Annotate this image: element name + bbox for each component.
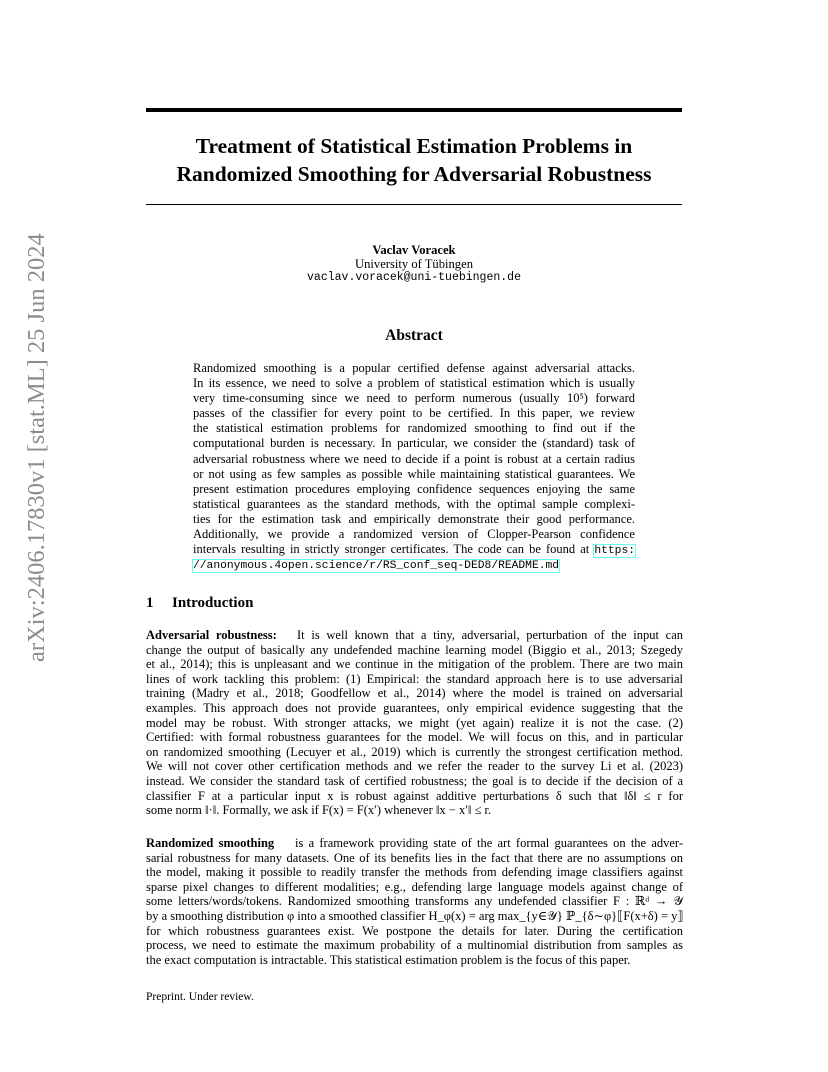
para-line: change the output of basically any undefended machine learning model (Biggio et al., 2013; Szegedy [146, 642, 683, 657]
abstract-body [193, 361, 635, 572]
para-line: some norm ‖·‖. Formally, we ask if F(x) = F(x′) whenever ‖x − x′‖ ≤ r. [146, 803, 492, 818]
abstract-line: In its essence, we need to solve a problem of statistical estimation which is usually [193, 376, 635, 391]
para-line: sarial robustness for many datasets. One of its benefits lies in the fact that there are no assumptions on [146, 850, 683, 865]
abstract-line: adversarial robustness where we need to decide if a point is robust at a certain radius [193, 451, 635, 466]
abstract-line: or not using as few samples as possible while maintaining statistical guarantees. We [193, 466, 635, 481]
section-heading-introduction: 1 Introduction [146, 595, 254, 611]
para-line: Certified: with formal robustness guarantees for the model. We will focus on this, and in particular [146, 730, 683, 745]
author-block [146, 243, 682, 285]
abstract-line: passes of the classifier for every point to be certified. In this paper, we review [193, 406, 635, 421]
title-top-rule [146, 108, 682, 112]
abstract-line: present estimation procedures employing confidence sequences enjoying the same [193, 481, 635, 496]
footer-note: Preprint. Under review. [146, 991, 254, 1003]
author-email: vaclav.voracek@uni-tuebingen.de [307, 271, 521, 284]
para-line: training (Madry et al., 2018; Goodfellow et al., 2014) where the model is trained on adversarial [146, 686, 683, 701]
title-bottom-rule [146, 204, 682, 205]
para-line: some letters/words/tokens. Randomized smoothing transforms any undefended classifier F : ℝᵈ → 𝒴 [146, 894, 683, 909]
abstract-line: the statistical estimation problems for randomized smoothing to find out if the [193, 421, 635, 436]
para-line: sparse pixel changes to different modalities; e.g., defending large language models against change of [146, 879, 683, 894]
abstract-url-line [193, 557, 635, 572]
abstract-line: very time-consuming since we need to perform numerous (usually 10⁵) forward [193, 391, 635, 406]
para-line: et al., 2014); this is unpleasant and we continue in the mitigation of the problem. There are two main [146, 657, 683, 672]
abstract-line: statistical guarantees as the standard methods, with the optimal sample complexi- [193, 496, 635, 511]
abstract-line: Additionally, we provide a randomized version of Clopper-Pearson confidence [193, 527, 635, 542]
para-line: process, we need to estimate the maximum probability of a multinomial distribution from samples as [146, 938, 683, 953]
author-affiliation: University of Tübingen [355, 257, 473, 271]
para-line: the model, making it possible to readily transfer the methods from defending image classifiers against [146, 865, 683, 880]
para-line: Adversarial robustness: It is well known that a tiny, adversarial, perturbation of the input can [146, 628, 683, 642]
para-line: for which robustness guarantees exist. We postpone the details for later. During the certification [146, 923, 683, 938]
para-line: classifier F at a particular input x is robust against additive perturbations δ such that ‖δ‖ ≤ r for [146, 788, 683, 803]
code-url-link[interactable]: https: [594, 545, 636, 558]
code-url-link-cont[interactable]: //anonymous.4open.science/r/RS_conf_seq-DED8/README.md [193, 560, 560, 573]
para-line: model may be robust. With stronger attacks, we might (yet again) realize it is not the case. (2) [146, 715, 683, 730]
abstract-line: ties for the estimation task and empirically demonstrate their good performance. [193, 511, 635, 526]
para-line: Randomized smoothing is a framework providing state of the art formal guarantees on the adver- [146, 836, 683, 850]
abstract-line: Randomized smoothing is a popular certified defense against adversarial attacks. [193, 361, 635, 375]
para-line: We will not cover other certification methods and we refer the reader to the survey Li et al. (2023) [146, 759, 683, 774]
paragraph-randomized-smoothing [146, 836, 683, 967]
para-line: by a smoothing distribution φ into a smoothed classifier H_φ(x) = arg max_{y∈𝒴} ℙ_{δ∼φ}⟦F(x+δ) = y⟧ [146, 908, 684, 923]
para-line: instead. We consider the standard task of certified robustness; the goal is to decide if the decision of a [146, 773, 683, 788]
para-line: on randomized smoothing (Lecuyer et al., 2019) which is currently the strongest certification method. [146, 744, 683, 759]
abstract-heading: Abstract [385, 327, 443, 344]
author-name: Vaclav Voracek [372, 243, 456, 257]
paragraph-adversarial-robustness [146, 628, 683, 818]
paper-title: Treatment of Statistical Estimation Problems in Randomized Smoothing for Adversarial Robustness [176, 134, 652, 186]
abstract-line: computational burden is necessary. In particular, we consider the (standard) task of [193, 436, 635, 451]
abstract-line-with-link: intervals resulting in strictly stronger certificates. The code can be found at https: [193, 542, 636, 558]
para-line: lines of work tackling this problem: (1) Empirical: the standard approach here is to use adversarial [146, 671, 683, 686]
para-line: the exact computation is intractable. This statistical estimation problem is the focus of this paper. [146, 952, 631, 967]
arxiv-stamp: arXiv:2406.17830v1 [stat.ML] 25 Jun 2024 [23, 233, 50, 662]
para-line: examples. This approach does not provide guarantees, only empirical evidence suggesting that the [146, 700, 683, 715]
